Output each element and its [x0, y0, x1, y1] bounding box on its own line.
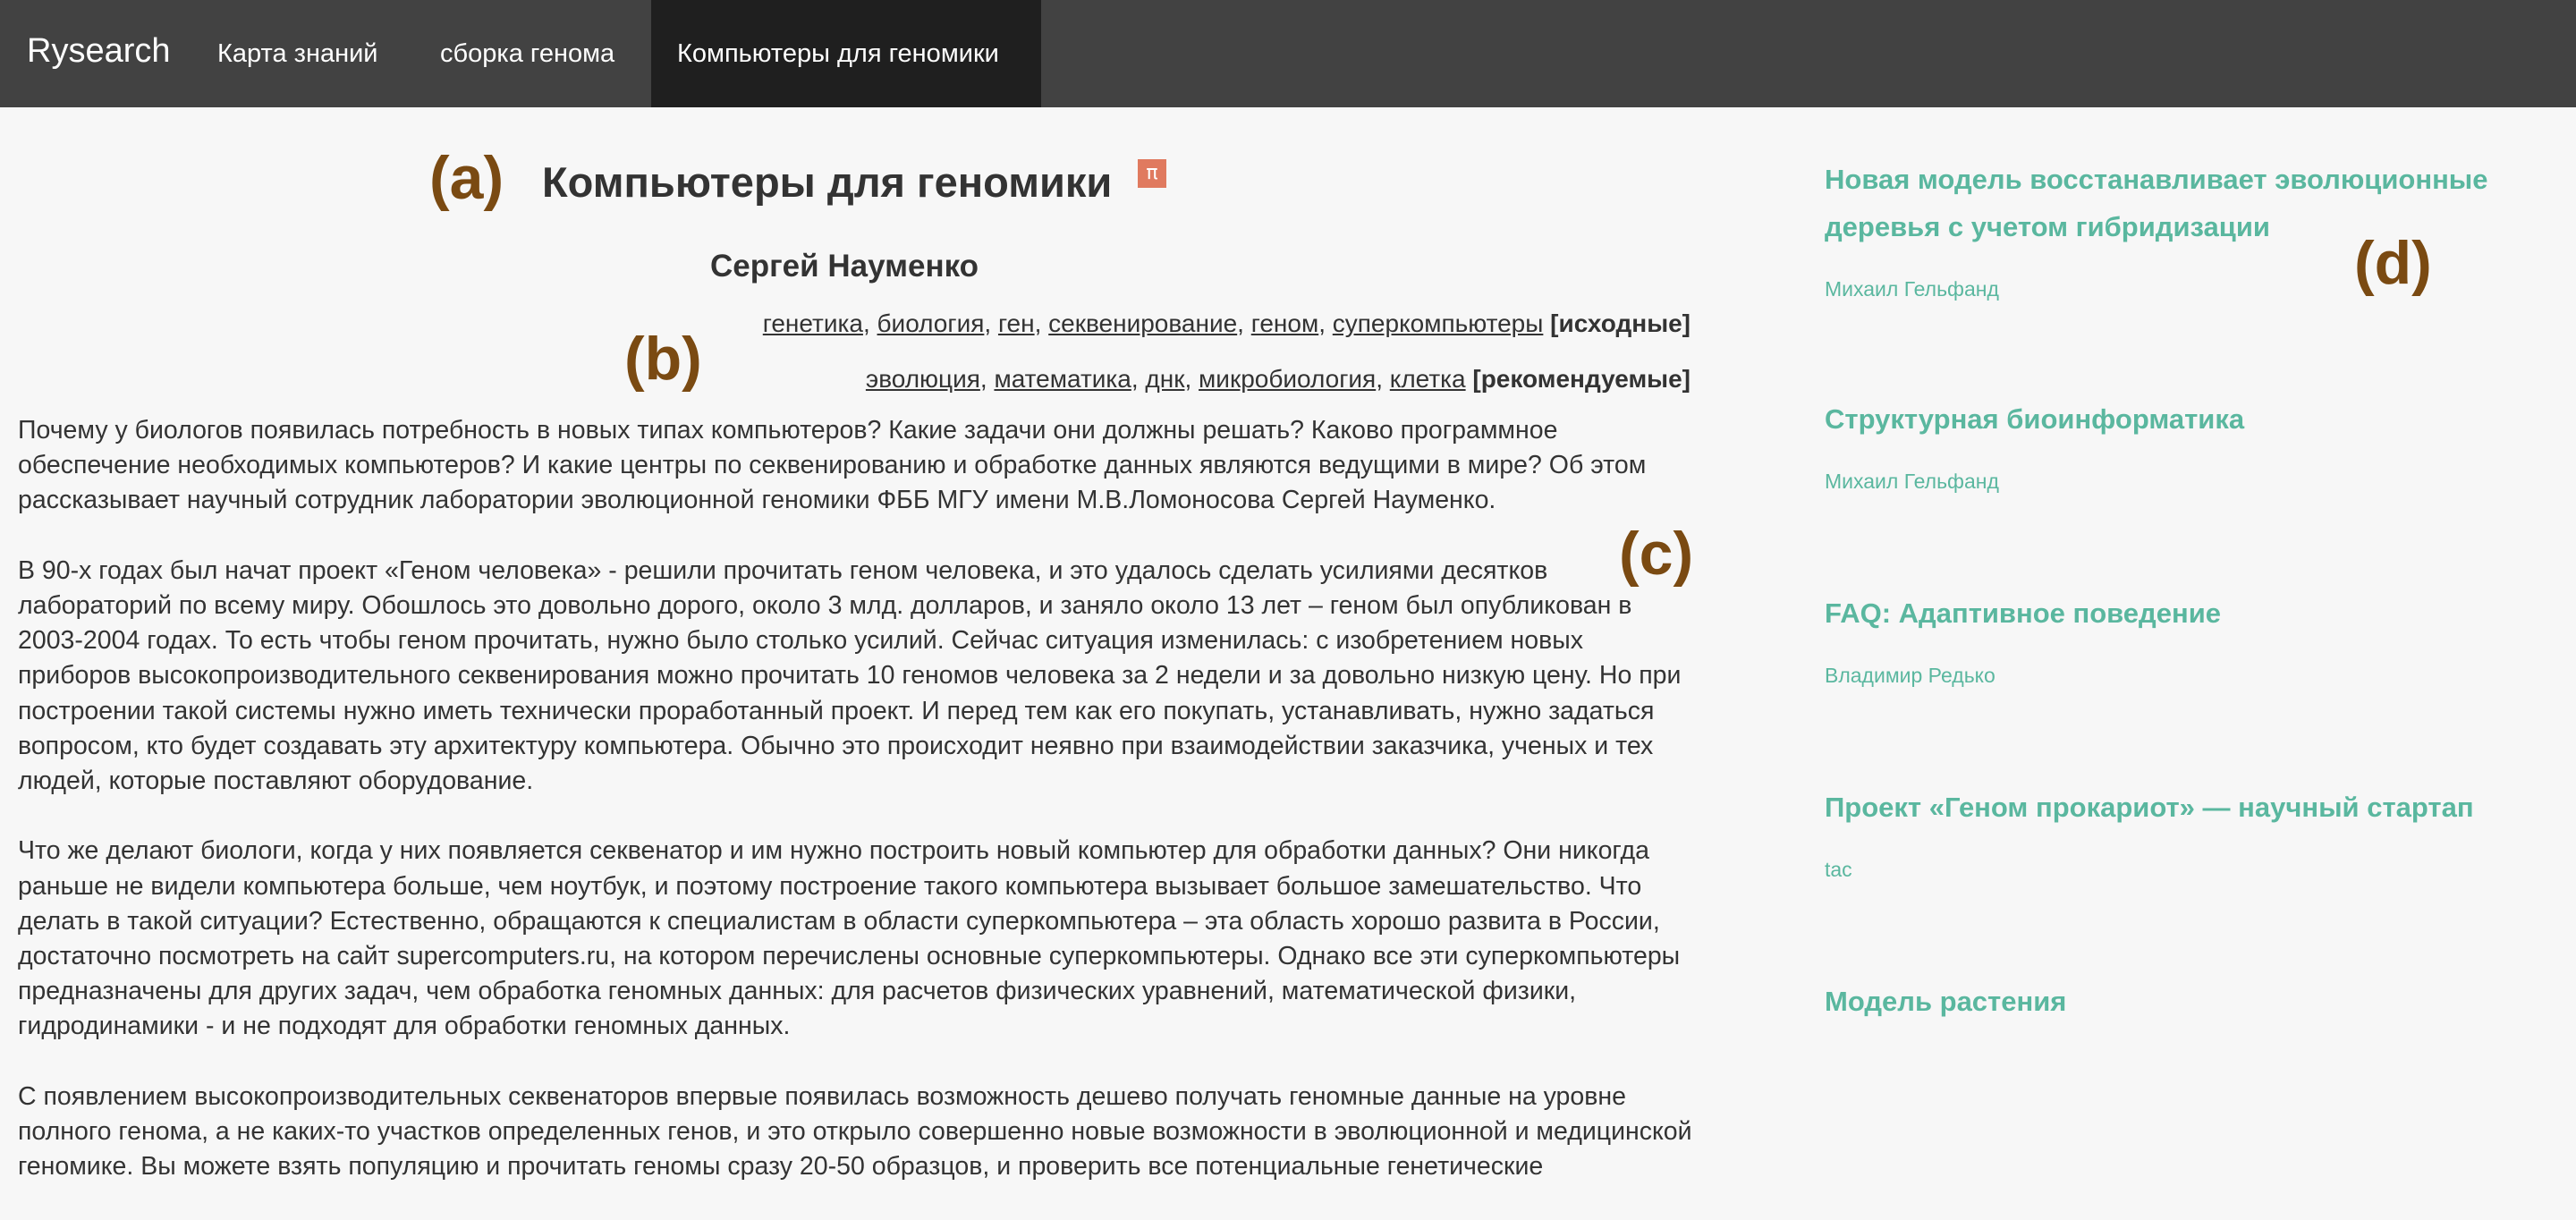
tag-link[interactable]: клетка	[1389, 365, 1466, 393]
article-paragraph: В 90-х годах был начат проект «Геном человека» - решили прочитать геном человека, и это удалось сделать усилиями десятков лабораторий по всему миру. Обошлось это довольно дорого, около 3 млд. долларов, и заняло около 13 лет – геном был опубликован в 2003-2004 годах. То есть чтобы геном прочитать, нужно было столько усилий. Сейчас ситуация изменилась: с изобретением новых приборов высокопроизводительного секвенирования можно прочитать 10 геномов человека за 2 недели и за довольно низкую цену. Но при построении такой системы нужно иметь технически проработанный проект. И перед тем как его покупать, устанавливать, нужно задаться вопросом, кто будет создавать эту архитектуру компьютера. Обычно это происходит неявно при взаимодействии заказчика, ученых и тех людей, которые поставляют оборудование.	[18, 555, 1682, 796]
sidebar-card-author[interactable]: tac	[1825, 858, 1852, 881]
sidebar-card	[1825, 156, 2540, 301]
sidebar-card-title[interactable]: Новая модель восстанавливает эволюционные деревья с учетом гибридизации	[1825, 164, 2488, 242]
sidebar-card	[1825, 784, 2540, 882]
article-body	[18, 413, 1699, 1220]
sidebar-card	[1825, 589, 2540, 688]
pi-badge-icon: π	[1138, 159, 1166, 188]
source-tags: генетика, биология, ген, секвенирование, геном, суперкомпьютеры [исходные]	[762, 309, 1690, 337]
sidebar-card-title[interactable]: Проект «Геном прокариот» — научный стартап	[1825, 792, 2474, 823]
tag-link[interactable]: математика	[994, 365, 1131, 393]
tag-link[interactable]: ген	[997, 309, 1035, 337]
top-navbar	[0, 0, 2576, 107]
sidebar-card-author[interactable]: Михаил Гельфанд	[1825, 470, 1999, 493]
nav-item-knowledge-map[interactable]: Карта знаний	[217, 39, 378, 68]
article-title: Компьютеры для геномики	[542, 158, 1113, 206]
tag-link[interactable]: геном	[1250, 309, 1319, 337]
annotation-b: (b)	[624, 325, 702, 393]
nav-item-genome-assembly[interactable]: сборка генома	[440, 39, 615, 68]
sidebar-card	[1825, 978, 2540, 1025]
tag-link[interactable]: эволюция	[865, 365, 980, 393]
sidebar-card-title[interactable]: Структурная биоинформатика	[1825, 403, 2245, 435]
tag-link[interactable]: суперкомпьютеры	[1332, 309, 1544, 337]
brand-logo[interactable]: Rysearch	[27, 32, 171, 70]
tag-link[interactable]: генетика	[762, 309, 863, 337]
sidebar-card-title[interactable]: Модель растения	[1825, 986, 2067, 1017]
article-paragraph: С появлением высокопроизводительных секвенаторов впервые появилась возможность дешево получать геномные данные на уровне полного генома, а не каких-то участков определенных генов, и это открыло совершенно новые возможности в эволюционной и медицинской геномике. Вы можете взять популяцию и прочитать геномы сразу 20-50 образцов, и проверить все потенциальные генетические	[18, 1081, 1692, 1182]
tag-link[interactable]: биология	[877, 309, 985, 337]
annotation-a: (a)	[429, 144, 504, 212]
tag-link[interactable]: микробиология	[1199, 365, 1377, 393]
annotation-c: (c)	[1619, 520, 1694, 588]
article-paragraph: Почему у биологов появилась потребность в новых типах компьютеров? Какие задачи они должны решать? Каково программное обеспечение необходимых компьютеров? И какие центры по секвенированию и обработке данных являются ведущими в мире? Об этом рассказывает научный сотрудник лаборатории эволюционной геномики ФББ МГУ имени М.В.Ломоносова Сергей Науменко.	[18, 416, 1647, 515]
article-paragraph: Что же делают биологи, когда у них появляется секвенатор и им нужно построить новый компьютер для обработки данных? Они никогда раньше не видели компьютера больше, чем ноутбук, и поэтому построение такого компьютера вызывает большое замешательство. Что делать в такой ситуации? Естественно, обращаются к специалистам в области суперкомпьютера – эта область хорошо развита в России, достаточно посмотреть на сайт supercomputers.ru, на котором перечислены основные суперкомпьютеры. Однако все эти суперкомпьютеры предназначены для других задач, чем обработка геномных данных: для расчетов физических уравнений, математической физики, гидродинамики - и не подходят для обработки геномных данных.	[18, 836, 1681, 1041]
source-tags-label: [исходные]	[1550, 309, 1690, 337]
nav-item-computers-for-genomics[interactable]: Компьютеры для геномики	[651, 0, 1041, 107]
sidebar-card	[1825, 395, 2540, 494]
sidebar-card-author[interactable]: Михаил Гельфанд	[1825, 277, 1999, 301]
recommended-tags-label: [рекомендуемые]	[1472, 365, 1690, 393]
tag-link[interactable]: днк	[1145, 365, 1185, 393]
sidebar-card-author[interactable]: Владимир Редько	[1825, 664, 1996, 687]
annotation-d: (d)	[2354, 229, 2432, 297]
article-author[interactable]: Сергей Науменко	[709, 249, 979, 284]
sidebar-card-title[interactable]: FAQ: Адаптивное поведение	[1825, 597, 2221, 629]
tag-link[interactable]: секвенирование	[1048, 309, 1238, 337]
recommended-tags: эволюция, математика, днк, микробиология, клетка [рекомендуемые]	[865, 365, 1690, 393]
